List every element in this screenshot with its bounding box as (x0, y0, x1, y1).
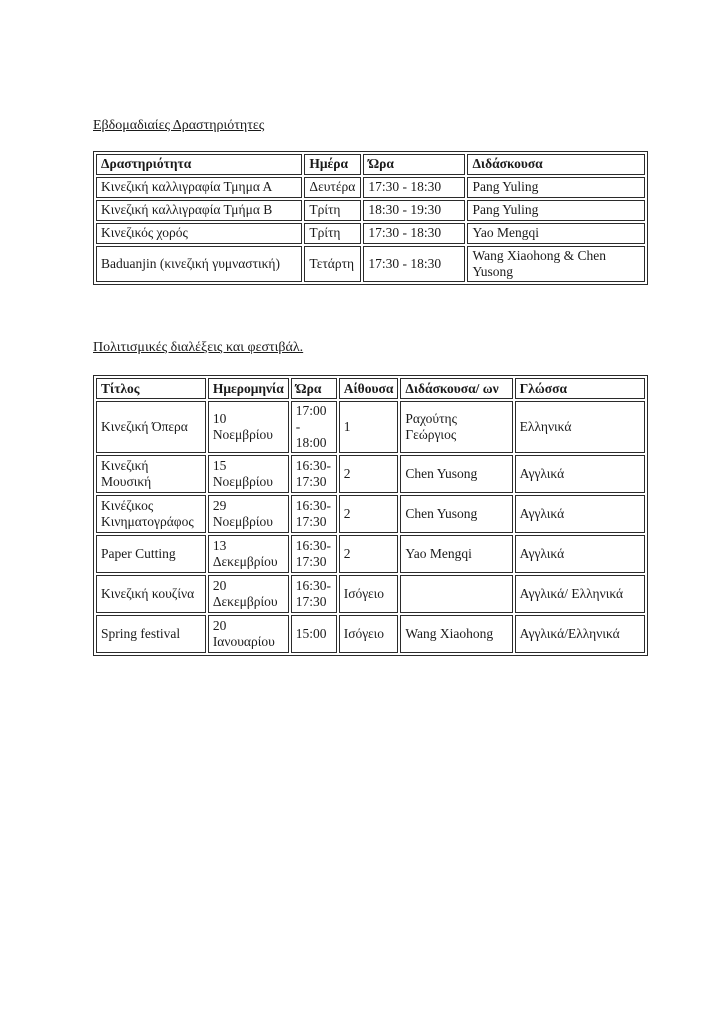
table-cell: Αγγλικά/ Ελληνικά (515, 575, 645, 613)
table-header-cell: Διδάσκουσα (467, 154, 645, 175)
table-cell: Ισόγειο (339, 575, 399, 613)
table-cell: 15 Νοεμβρίου (208, 455, 289, 493)
table-header-cell: Τίτλος (96, 378, 206, 399)
table-cell: Κινεζική καλλιγραφία Τμήμα Β (96, 200, 302, 221)
table-row (96, 200, 645, 221)
table-cell: 17:00 - 18:00 (291, 401, 337, 453)
table-cell: Yao Mengqi (467, 223, 645, 244)
table-cell: Κινεζική Μουσική (96, 455, 206, 493)
table-cell: 29 Νοεμβρίου (208, 495, 289, 533)
table-cell: Yao Mengqi (400, 535, 512, 573)
table-cell: Κινεζική κουζίνα (96, 575, 206, 613)
table-cell: 2 (339, 495, 399, 533)
table-cell: Κινεζική Όπερα (96, 401, 206, 453)
table-cell: Paper Cutting (96, 535, 206, 573)
table-row (96, 535, 645, 573)
lectures-heading: Πολιτισμικές διαλέξεις και φεστιβάλ. (93, 339, 304, 355)
table-cell: Wang Xiaohong (400, 615, 512, 653)
table-cell: 2 (339, 535, 399, 573)
table-header-cell: Δραστηριότητα (96, 154, 302, 175)
table-cell: 17:30 - 18:30 (363, 246, 465, 282)
table-cell: 1 (339, 401, 399, 453)
table-cell: 13 Δεκεμβρίου (208, 535, 289, 573)
table-cell: 16:30-17:30 (291, 495, 337, 533)
table-row (96, 495, 645, 533)
table-cell: Baduanjin (κινεζική γυμναστική) (96, 246, 302, 282)
table-cell: Pang Yuling (467, 200, 645, 221)
table-row (96, 615, 645, 653)
table-cell: 16:30-17:30 (291, 535, 337, 573)
table-cell: Κινεζικός χορός (96, 223, 302, 244)
table-cell: Ισόγειο (339, 615, 399, 653)
table-cell: Chen Yusong (400, 455, 512, 493)
table-cell: Τετάρτη (304, 246, 361, 282)
table-cell: Δευτέρα (304, 177, 361, 198)
table-row (96, 246, 645, 282)
table-row (96, 575, 645, 613)
table-cell: 17:30 - 18:30 (363, 223, 465, 244)
table-header-cell: Ημέρα (304, 154, 361, 175)
table-cell: 15:00 (291, 615, 337, 653)
table-header-cell: Ώρα (291, 378, 337, 399)
table-header-cell: Ημερομηνία (208, 378, 289, 399)
table-cell: 10 Νοεμβρίου (208, 401, 289, 453)
table-cell: 16:30-17:30 (291, 575, 337, 613)
table-cell (400, 575, 512, 613)
table-cell: Pang Yuling (467, 177, 645, 198)
table-header-row (96, 378, 645, 399)
table-cell: 20 Δεκεμβρίου (208, 575, 289, 613)
table-cell: 18:30 - 19:30 (363, 200, 465, 221)
table-cell: Αγγλικά/Ελληνικά (515, 615, 645, 653)
table-header-cell: Γλώσσα (515, 378, 645, 399)
table-cell: Αγγλικά (515, 455, 645, 493)
table-cell: Αγγλικά (515, 535, 645, 573)
table-cell: 17:30 - 18:30 (363, 177, 465, 198)
table-cell: Αγγλικά (515, 495, 645, 533)
table-header-cell: Ώρα (363, 154, 465, 175)
table-header-cell: Αίθουσα (339, 378, 399, 399)
table-cell: Κινεζική καλλιγραφία Τμημα Α (96, 177, 302, 198)
table-cell: Τρίτη (304, 200, 361, 221)
table-cell: 2 (339, 455, 399, 493)
table-cell: Ραχούτης Γεώργιος (400, 401, 512, 453)
table-row (96, 401, 645, 453)
table-row (96, 223, 645, 244)
table-cell: 16:30-17:30 (291, 455, 337, 493)
weekly-activities-table (93, 151, 648, 285)
table-cell: Chen Yusong (400, 495, 512, 533)
table-row (96, 177, 645, 198)
table-cell: Τρίτη (304, 223, 361, 244)
table-cell: Κινέζικος Κινηματογράφος (96, 495, 206, 533)
table-header-cell: Διδάσκουσα/ ων (400, 378, 512, 399)
table-cell: Spring festival (96, 615, 206, 653)
lectures-table (93, 375, 648, 656)
table-cell: Ελληνικά (515, 401, 645, 453)
table-cell: 20 Ιανουαρίου (208, 615, 289, 653)
table-cell: Wang Xiaohong & Chen Yusong (467, 246, 645, 282)
weekly-activities-heading: Εβδομαδιαίες Δραστηριότητες (93, 118, 265, 133)
table-header-row (96, 154, 645, 175)
table-row (96, 455, 645, 493)
